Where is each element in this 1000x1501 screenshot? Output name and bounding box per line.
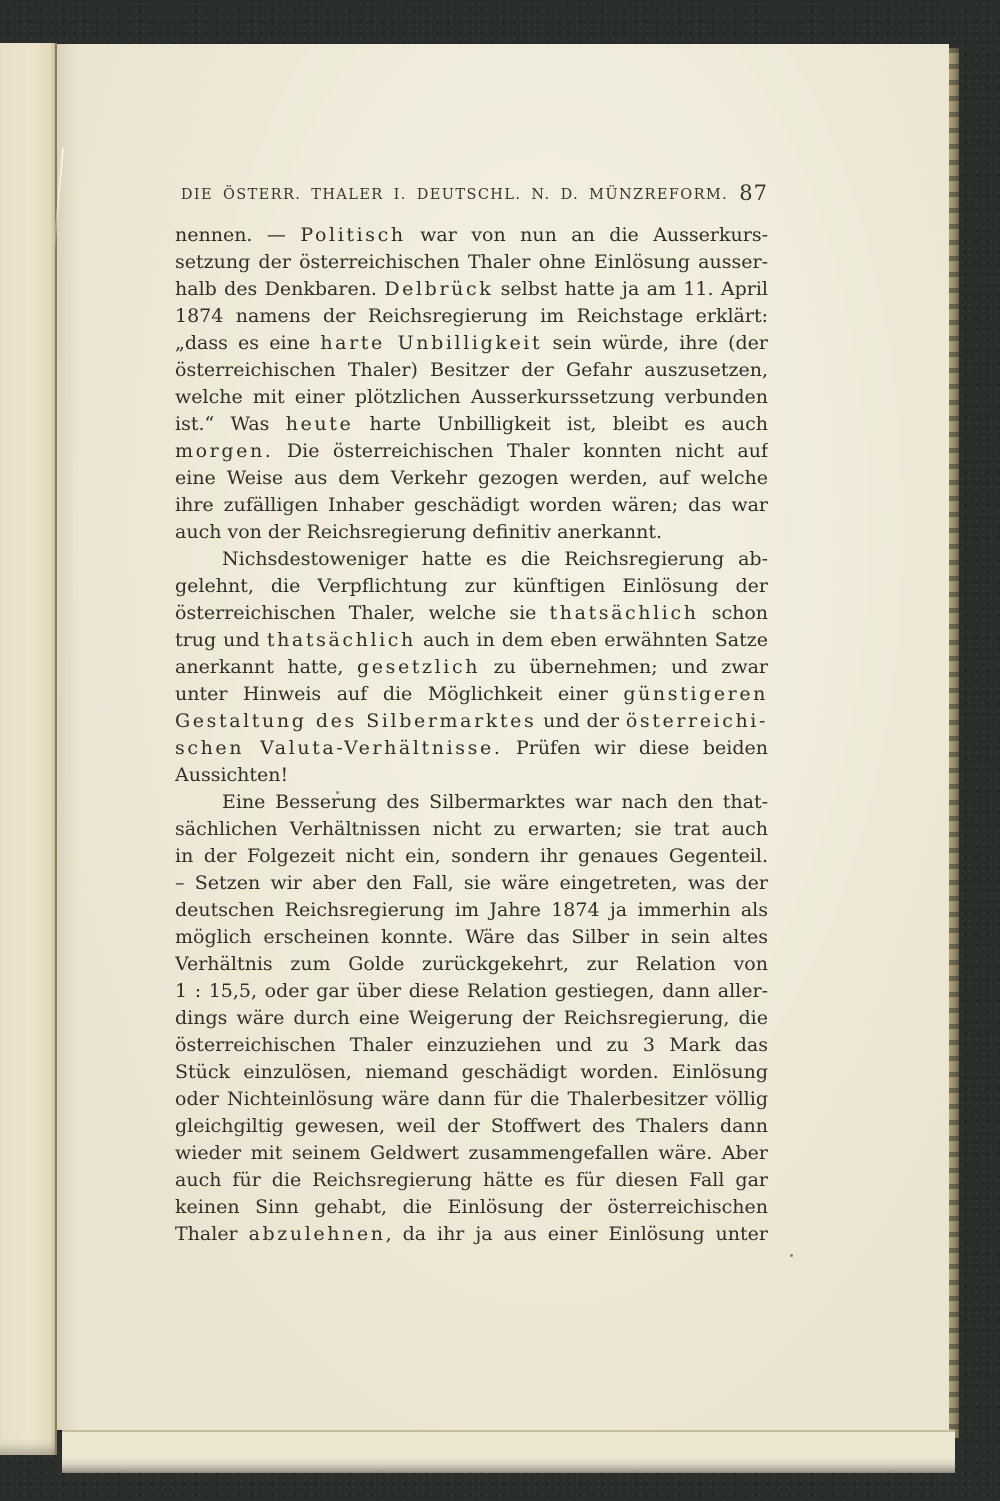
text-line: deutschen Reichsregierung im Jahre 1874 ja immerhin als — [175, 899, 768, 921]
text-line: 1874 namens der Reichsregierung im Reichstage erklärt: — [175, 305, 768, 327]
text-line: setzung der österreichischen Thaler ohne Einlösung ausser- — [175, 251, 768, 273]
text-line: „dass es eine harte Unbilligkeit sein würde, ihre (der — [175, 332, 768, 354]
text-line: Thaler abzulehnen, da ihr ja aus einer Einlösung unter — [175, 1223, 768, 1245]
text-line: morgen. Die österreichischen Thaler konnten nicht auf — [175, 440, 768, 462]
emphasized-text: harte Unbilligkeit — [320, 332, 543, 354]
text-line: Stück einzulösen, niemand geschädigt worden. Einlösung — [175, 1061, 768, 1083]
emphasized-text: heute — [285, 413, 354, 435]
text-line: schen Valuta-Verhältnisse. Prüfen wir diese beiden — [175, 737, 768, 759]
text-line: Verhältnis zum Golde zurückgekehrt, zur Relation von — [175, 953, 768, 975]
text-line: eine Weise aus dem Verkehr gezogen werden, auf welche — [175, 467, 768, 489]
emphasized-text: Gestaltung des Silbermarktes — [175, 710, 537, 732]
under-page-edge — [62, 1430, 955, 1473]
page-deckle-edge — [948, 48, 959, 1438]
text-line: ist.“ Was heute harte Unbilligkeit ist, bleibt es auch — [175, 413, 768, 435]
text-line: anerkannt hatte, gesetzlich zu übernehmen; und zwar — [175, 656, 768, 678]
text-line: – Setzen wir aber den Fall, sie wäre eingetreten, was der — [175, 872, 768, 894]
text-line: wieder mit seinem Geldwert zusammengefallen wäre. Aber — [175, 1142, 768, 1164]
text-line: österreichischen Thaler, welche sie thatsächlich schon — [175, 602, 768, 624]
emphasized-text: morgen. — [175, 440, 274, 462]
text-line: Nichsdestoweniger hatte es die Reichsregierung ab- — [222, 548, 768, 570]
text-line: ihre zufälligen Inhaber geschädigt worden wären; das war — [175, 494, 768, 516]
text-line: österreichischen Thaler) Besitzer der Gefahr auszusetzen, — [175, 359, 768, 381]
emphasized-text: thatsächlich — [266, 629, 416, 651]
paper-speck — [790, 1254, 793, 1257]
running-head-title: DIE ÖSTERR. THALER I. DEUTSCHL. N. D. MÜNZREFORM. — [180, 187, 729, 203]
emphasized-text: thatsächlich — [549, 602, 699, 624]
text-line: Aussichten! — [175, 764, 289, 786]
text-line: keinen Sinn gehabt, die Einlösung der österreichischen — [175, 1196, 768, 1218]
emphasized-text: österreichi- — [625, 710, 768, 732]
text-line: auch für die Reichsregierung hätte es für diesen Fall gar — [175, 1169, 768, 1191]
text-line: trug und thatsächlich auch in dem eben erwähnten Satze — [175, 629, 768, 651]
adjacent-page-edge — [0, 43, 57, 1455]
text-line: unter Hinweis auf die Möglichkeit einer günstigeren — [175, 683, 768, 705]
text-line: 1 : 15,5, oder gar über diese Relation gestiegen, dann aller- — [175, 980, 768, 1002]
text-line: Eine Besserung des Silbermarktes war nach den that- — [222, 791, 768, 813]
text-line: Gestaltung des Silbermarktes und der österreichi- — [175, 710, 768, 732]
emphasized-text: günstigeren — [623, 683, 768, 705]
emphasized-text: abzulehnen — [248, 1223, 386, 1245]
text-body — [175, 222, 768, 1248]
page-header — [175, 183, 768, 207]
emphasized-text: schen Valuta-Verhältnisse. — [175, 737, 503, 759]
text-line: gleichgiltig gewesen, weil der Stoffwert des Thalers dann — [175, 1115, 768, 1137]
text-line: möglich erscheinen konnte. Wäre das Silber in sein altes — [175, 926, 768, 948]
emphasized-text: Politisch — [300, 224, 406, 246]
text-line: auch von der Reichsregierung definitiv anerkannt. — [175, 521, 663, 543]
text-line: nennen. — Politisch war von nun an die Ausserkurs- — [175, 224, 768, 246]
text-line: oder Nichteinlösung wäre dann für die Thalerbesitzer völlig — [175, 1088, 768, 1110]
page-number: 87 — [739, 181, 768, 205]
text-line: sächlichen Verhältnissen nicht zu erwarten; sie trat auch — [175, 818, 768, 840]
emphasized-text: Delbrück — [384, 278, 494, 300]
text-line: österreichischen Thaler einzuziehen und zu 3 Mark das — [175, 1034, 768, 1056]
text-line: dings wäre durch eine Weigerung der Reichsregierung, die — [175, 1007, 768, 1029]
text-line: welche mit einer plötzlichen Ausserkurssetzung verbunden — [175, 386, 768, 408]
text-line: halb des Denkbaren. Delbrück selbst hatte ja am 11. April — [175, 278, 768, 300]
emphasized-text: gesetzlich — [356, 656, 481, 678]
text-line: gelehnt, die Verpflichtung zur künftigen Einlösung der — [175, 575, 768, 597]
text-line: in der Folgezeit nicht ein, sondern ihr genaues Gegenteil. — [175, 845, 768, 867]
